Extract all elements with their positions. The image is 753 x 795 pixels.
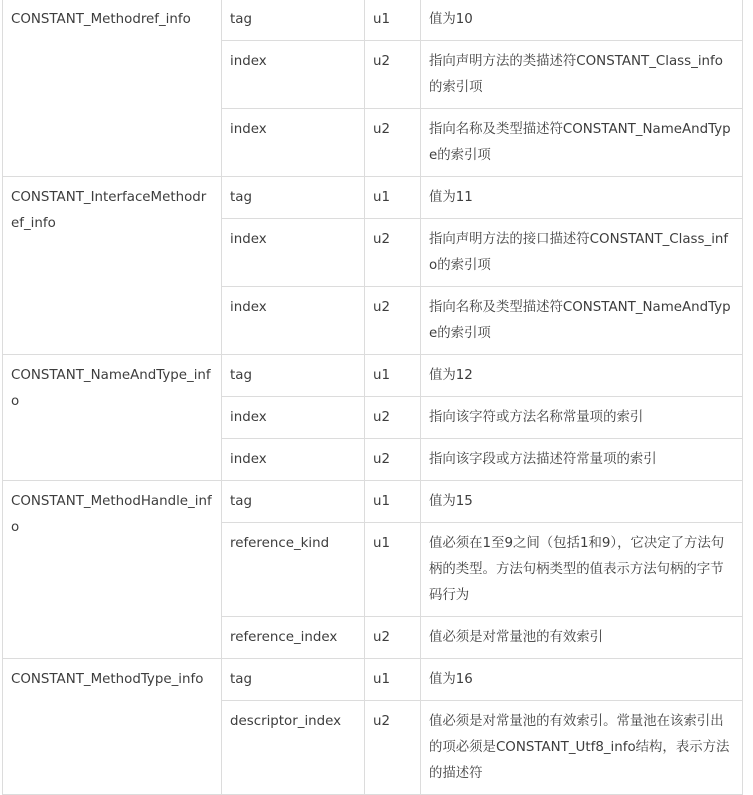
- field-desc-cell: 指向该字段或方法描述符常量项的索引: [421, 439, 743, 481]
- field-type-cell: u1: [365, 523, 421, 617]
- field-name-cell: tag: [222, 659, 365, 701]
- field-desc-cell: 值为16: [421, 659, 743, 701]
- field-desc-cell: 值必须是对常量池的有效索引: [421, 617, 743, 659]
- field-type-cell: u1: [365, 481, 421, 523]
- field-type-cell: u1: [365, 659, 421, 701]
- field-type-cell: u2: [365, 109, 421, 177]
- field-desc-cell: 指向声明方法的接口描述符CONSTANT_Class_info的索引项: [421, 219, 743, 287]
- constant-kind-cell: CONSTANT_MethodHandle_info: [3, 481, 222, 659]
- field-name-cell: tag: [222, 355, 365, 397]
- field-desc-cell: 值必须在1至9之间（包括1和9），它决定了方法句柄的类型。方法句柄类型的值表示方法句柄的字节码行为: [421, 523, 743, 617]
- field-type-cell: u2: [365, 439, 421, 481]
- field-name-cell: tag: [222, 0, 365, 41]
- field-name-cell: reference_index: [222, 617, 365, 659]
- field-desc-cell: 值为15: [421, 481, 743, 523]
- field-desc-cell: 指向名称及类型描述符CONSTANT_NameAndType的索引项: [421, 287, 743, 355]
- field-name-cell: tag: [222, 177, 365, 219]
- field-type-cell: u2: [365, 617, 421, 659]
- table-row: [3, 481, 743, 523]
- constant-kind-cell: CONSTANT_NameAndType_info: [3, 355, 222, 481]
- field-type-cell: u2: [365, 397, 421, 439]
- field-name-cell: index: [222, 397, 365, 439]
- table-row: [3, 355, 743, 397]
- field-name-cell: tag: [222, 481, 365, 523]
- field-desc-cell: 值为10: [421, 0, 743, 41]
- table-row: [3, 177, 743, 219]
- field-desc-cell: 值为12: [421, 355, 743, 397]
- field-name-cell: reference_kind: [222, 523, 365, 617]
- constant-kind-cell: CONSTANT_Methodref_info: [3, 0, 222, 177]
- field-type-cell: u1: [365, 0, 421, 41]
- field-desc-cell: 指向该字符或方法名称常量项的索引: [421, 397, 743, 439]
- field-desc-cell: 值必须是对常量池的有效索引。常量池在该索引出的项必须是CONSTANT_Utf8_info结构，表示方法的描述符: [421, 701, 743, 795]
- field-desc-cell: 指向名称及类型描述符CONSTANT_NameAndType的索引项: [421, 109, 743, 177]
- constant-pool-table: [2, 0, 743, 795]
- field-desc-cell: 指向声明方法的类描述符CONSTANT_Class_info的索引项: [421, 41, 743, 109]
- field-type-cell: u2: [365, 41, 421, 109]
- field-desc-cell: 值为11: [421, 177, 743, 219]
- field-name-cell: index: [222, 41, 365, 109]
- field-type-cell: u2: [365, 287, 421, 355]
- field-type-cell: u1: [365, 177, 421, 219]
- field-type-cell: u1: [365, 355, 421, 397]
- field-name-cell: index: [222, 287, 365, 355]
- constant-kind-cell: CONSTANT_MethodType_info: [3, 659, 222, 795]
- field-name-cell: index: [222, 109, 365, 177]
- table-row: [3, 0, 743, 41]
- constant-kind-cell: CONSTANT_InterfaceMethodref_info: [3, 177, 222, 355]
- field-name-cell: index: [222, 219, 365, 287]
- field-name-cell: index: [222, 439, 365, 481]
- field-type-cell: u2: [365, 701, 421, 795]
- table-row: [3, 659, 743, 701]
- field-type-cell: u2: [365, 219, 421, 287]
- field-name-cell: descriptor_index: [222, 701, 365, 795]
